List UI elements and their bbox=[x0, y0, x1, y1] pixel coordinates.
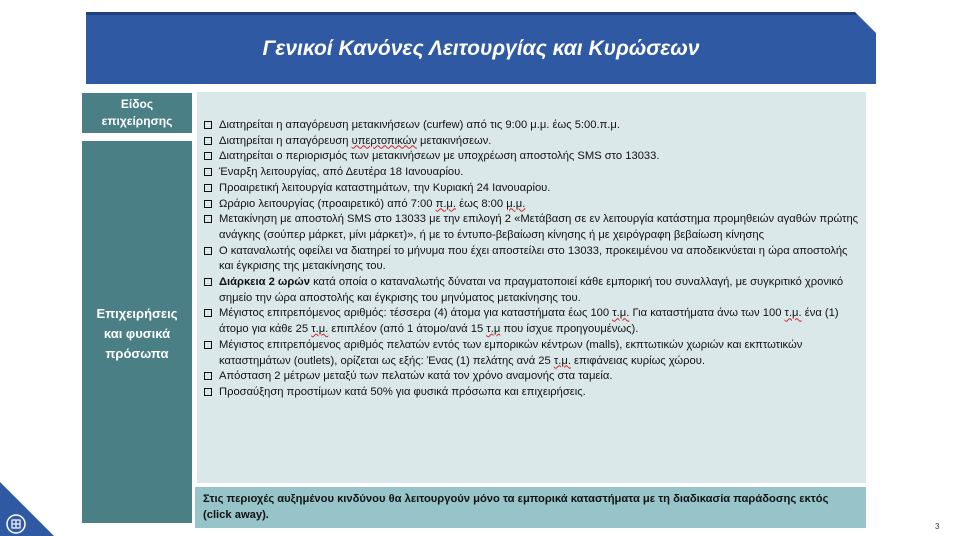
greek-emblem-icon bbox=[0, 480, 56, 536]
rule-text-flagged: τ.μ bbox=[486, 323, 501, 336]
rule-text: Διατηρείται ο περιορισμός των μετακινήσεων με υποχρέωση αποστολής SMS στο 13033. bbox=[219, 150, 660, 163]
rule-item bbox=[203, 118, 863, 134]
rule-text: Προαιρετική λειτουργία καταστημάτων, την Κυριακή 24 Ιανουαρίου. bbox=[219, 181, 551, 194]
checkbox-bullet-icon bbox=[204, 184, 212, 192]
rule-text: Διατηρείται η απαγόρευση μετακινήσεων (curfew) από τις 9:00 μ.μ. έως 5:00.π.μ. bbox=[219, 119, 620, 131]
business-category-cell bbox=[81, 140, 193, 524]
rule-text-flagged: τ.μ. bbox=[311, 323, 329, 336]
checkbox-bullet-icon bbox=[204, 215, 212, 223]
checkbox-bullet-icon bbox=[204, 372, 212, 380]
rule-text: Μέγιστος επιτρεπόμενος αριθμός: τέσσερα (4) άτομα για καταστήματα έως 100 bbox=[219, 307, 613, 320]
rule-text: επιφάνειας κυρίως χώρου. bbox=[570, 354, 705, 367]
rule-text: Μέγιστος επιτρεπόμενος αριθμός πελατών εντός των εμπορικών κέντρων (malls), εκπτωτικών χωριών και εκπτωτικών καταστημάτων (outlets), ορίζεται ως εξής: Ένας (1) πελάτης ανά 25 bbox=[219, 338, 803, 367]
rule-item bbox=[203, 369, 863, 385]
rule-item bbox=[203, 212, 863, 243]
business-type-line1: Είδος bbox=[120, 97, 154, 111]
rule-item bbox=[203, 338, 863, 369]
rule-item bbox=[203, 275, 863, 306]
rule-text: επιπλέον (από 1 άτομο/ανά 15 bbox=[328, 323, 487, 336]
rule-text: έως 8:00 bbox=[456, 197, 507, 210]
business-type-line2: επιχείρησης bbox=[101, 114, 173, 128]
rule-text: Μετακίνηση με αποστολή SMS στο 13033 με την επιλογή 2 «Μετάβαση σε εν λειτουργία κατάστημα προμηθειών αγαθών πρώτης ανάγκης (σούπερ μάρκετ, μίνι μάρκετ)», ή με το έντυπο-βεβαίωση κίνησης ή με χειρόγραφη βεβαίωση κίνησης bbox=[219, 213, 859, 241]
checkbox-bullet-icon bbox=[204, 200, 212, 208]
rule-item bbox=[203, 385, 863, 401]
category-line2: και φυσικά bbox=[103, 326, 171, 341]
checkbox-bullet-icon bbox=[204, 388, 212, 396]
page-number: 3 bbox=[935, 522, 940, 531]
category-line1: Επιχειρήσεις bbox=[96, 306, 178, 321]
rule-text-flagged: π.μ. bbox=[435, 197, 456, 210]
rule-item bbox=[203, 197, 863, 213]
rule-text: κατά οποία ο καταναλωτής δύναται να πραγματοποιεί κάθε εμπορική του συναλλαγή, με συγκριτικό χρονικό σημείο την ώρα αποστολής και έγκρισης του μηνύματος μετακίνησης του. bbox=[219, 276, 844, 304]
rule-item bbox=[203, 165, 863, 181]
rule-text-bold: Διάρκεια 2 ωρών bbox=[219, 276, 310, 289]
rule-text: Για καταστήματα άνω των 100 bbox=[629, 307, 785, 320]
checkbox-bullet-icon bbox=[204, 121, 212, 129]
rule-text: Ωράριο λειτουργίας (προαιρετικό) από 7:00 bbox=[219, 197, 436, 210]
rule-item bbox=[203, 149, 863, 165]
checkbox-bullet-icon bbox=[204, 137, 212, 145]
rule-item bbox=[203, 134, 863, 150]
rule-item bbox=[203, 306, 863, 337]
rule-text: Διατηρείται η απαγόρευση bbox=[219, 134, 352, 147]
checkbox-bullet-icon bbox=[204, 309, 212, 317]
rule-text: που ίσχυε προηγουμένως). bbox=[500, 323, 639, 336]
rule-item bbox=[203, 244, 863, 275]
checkbox-bullet-icon bbox=[204, 341, 212, 349]
rule-text: Έναρξη λειτουργίας, από Δευτέρα 18 Ιανουαρίου. bbox=[219, 166, 464, 179]
checkbox-bullet-icon bbox=[204, 152, 212, 160]
rule-text-flagged: μ.μ. bbox=[506, 197, 526, 210]
checkbox-bullet-icon bbox=[204, 247, 212, 255]
checkbox-bullet-icon bbox=[204, 168, 212, 176]
rule-text: Προσαύξηση προστίμων κατά 50% για φυσικά πρόσωπα και επιχειρήσεις. bbox=[219, 385, 586, 398]
high-risk-note: Στις περιοχές αυξημένου κινδύνου θα λειτουργούν μόνο τα εμπορικά καταστήματα με τη διαδικασία παράδοσης εκτός (click away). bbox=[195, 487, 866, 528]
rule-text-flagged: τ.μ. bbox=[612, 307, 630, 320]
rule-text-flagged: υπερτοπικών bbox=[351, 134, 417, 147]
rule-text: ένα (1) άτομο για κάθε 25 bbox=[219, 307, 839, 336]
checkbox-bullet-icon bbox=[204, 278, 212, 286]
rules-list bbox=[203, 118, 863, 401]
rule-text-flagged: τ.μ. bbox=[553, 354, 571, 367]
rule-text: μετακινήσεων. bbox=[416, 134, 492, 147]
rule-text: Απόσταση 2 μέτρων μεταξύ των πελατών κατά τον χρόνο αναμονής στα ταμεία. bbox=[219, 370, 613, 383]
rule-text: Ο καταναλωτής οφείλει να διατηρεί το μήνυμα που έχει αποστείλει στο 13033, προκειμένου να αποδεικνύεται η ώρα αποστολής και έγκρισης της μετακίνησης του. bbox=[219, 244, 848, 273]
title-banner bbox=[86, 12, 876, 84]
slide-title: Γενικοί Κανόνες Λειτουργίας και Κυρώσεων bbox=[262, 37, 700, 60]
rule-text-flagged: τ.μ. bbox=[784, 307, 802, 320]
rule-item bbox=[203, 181, 863, 197]
business-type-header bbox=[81, 92, 193, 134]
category-line3: πρόσωπα bbox=[105, 346, 169, 361]
